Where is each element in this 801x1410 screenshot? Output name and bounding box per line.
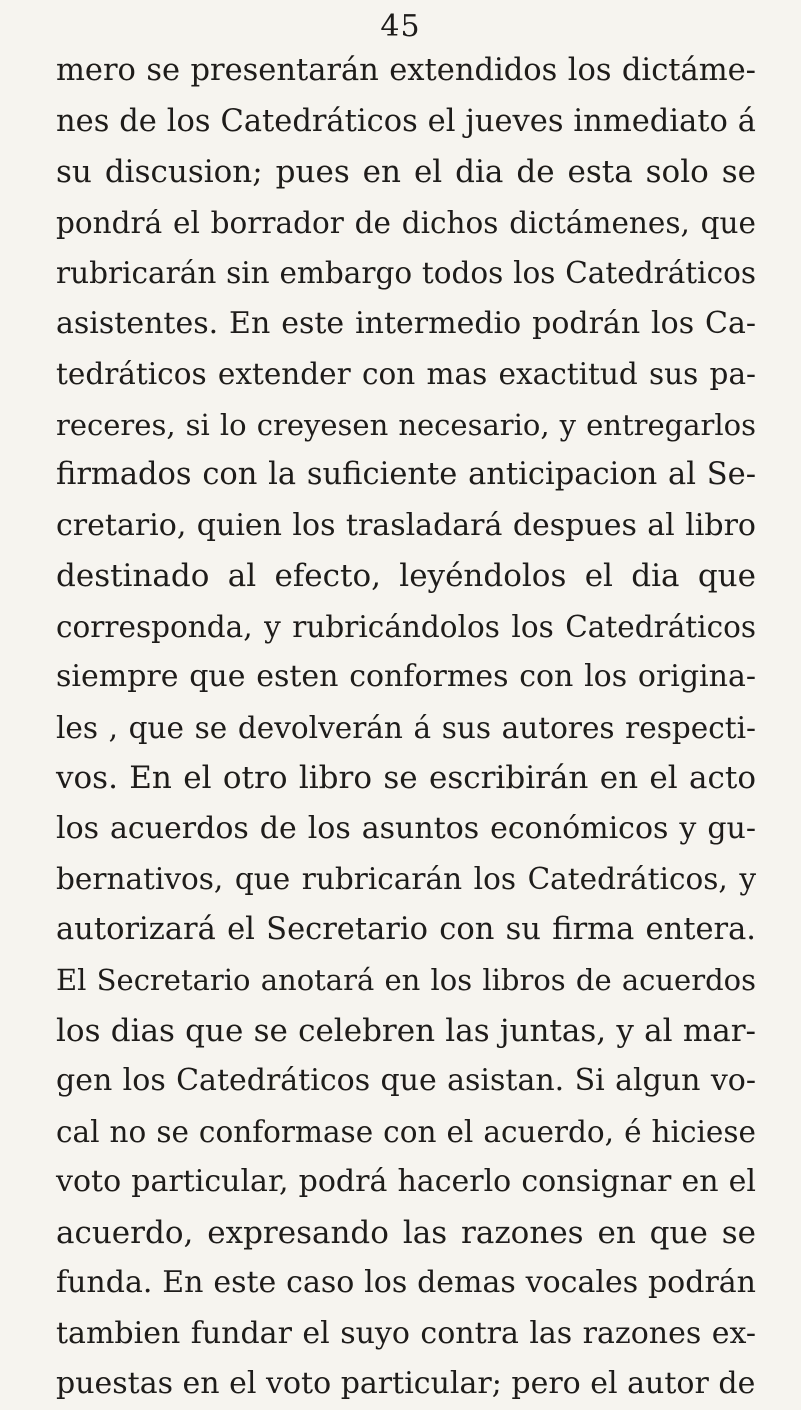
text-line: su discusion; pues en el dia de esta solo se [56, 154, 756, 190]
body-text [56, 46, 756, 1410]
text-line: los acuerdos de los asuntos económicos y gu- [56, 810, 756, 846]
text-line: El Secretario anotará en los libros de acuerdos [56, 963, 756, 997]
text-line: nes de los Catedráticos el jueves inmediato á [56, 103, 756, 139]
text-line: corresponda, y rubricándolos los Catedráticos [56, 609, 756, 644]
text-line: los dias que se celebren las juntas, y al mar- [56, 1012, 756, 1049]
text-line: autorizará el Secretario con su firma entera. [56, 911, 756, 947]
text-line: asistentes. En este intermedio podrán los Ca- [56, 305, 756, 341]
text-line: gen los Catedráticos que asistan. Si algun vo- [56, 1063, 756, 1098]
text-line: cretario, quien los trasladará despues al libro [56, 507, 756, 543]
page-number: 45 [380, 9, 421, 44]
text-line: tedráticos extender con mas exactitud sus pa- [56, 357, 756, 391]
text-line: receres, si lo creyesen necesario, y entregarlos [56, 407, 756, 442]
text-line: bernativos, que rubricarán los Catedráticos, y [56, 862, 756, 896]
text-line: mero se presentarán extendidos los dictáme- [56, 53, 756, 88]
text-line: tambien fundar el suyo contra las razones ex- [56, 1315, 756, 1351]
text-line: funda. En este caso los demas vocales podrán [56, 1265, 756, 1300]
text-line: rubricarán sin embargo todos los Catedráticos [56, 256, 756, 290]
text-line: destinado al efecto, leyéndolos el dia que [56, 558, 756, 594]
text-line: firmados con la suficiente anticipacion al Se- [56, 457, 756, 492]
text-line: vos. En el otro libro se escribirán en el acto [56, 760, 756, 796]
text-line: siempre que esten conformes con los origina- [56, 659, 756, 694]
text-line: puestas en el voto particular; pero el autor de [56, 1366, 756, 1401]
text-line: les , que se devolverán á sus autores respecti- [56, 710, 756, 745]
text-line: voto particular, podrá hacerlo consignar en el [56, 1164, 756, 1199]
text-line: acuerdo, expresando las razones en que se [56, 1214, 756, 1251]
text-line: pondrá el borrador de dichos dictámenes, que [56, 205, 756, 240]
text-line: cal no se conformase con el acuerdo, é hiciese [56, 1114, 756, 1149]
